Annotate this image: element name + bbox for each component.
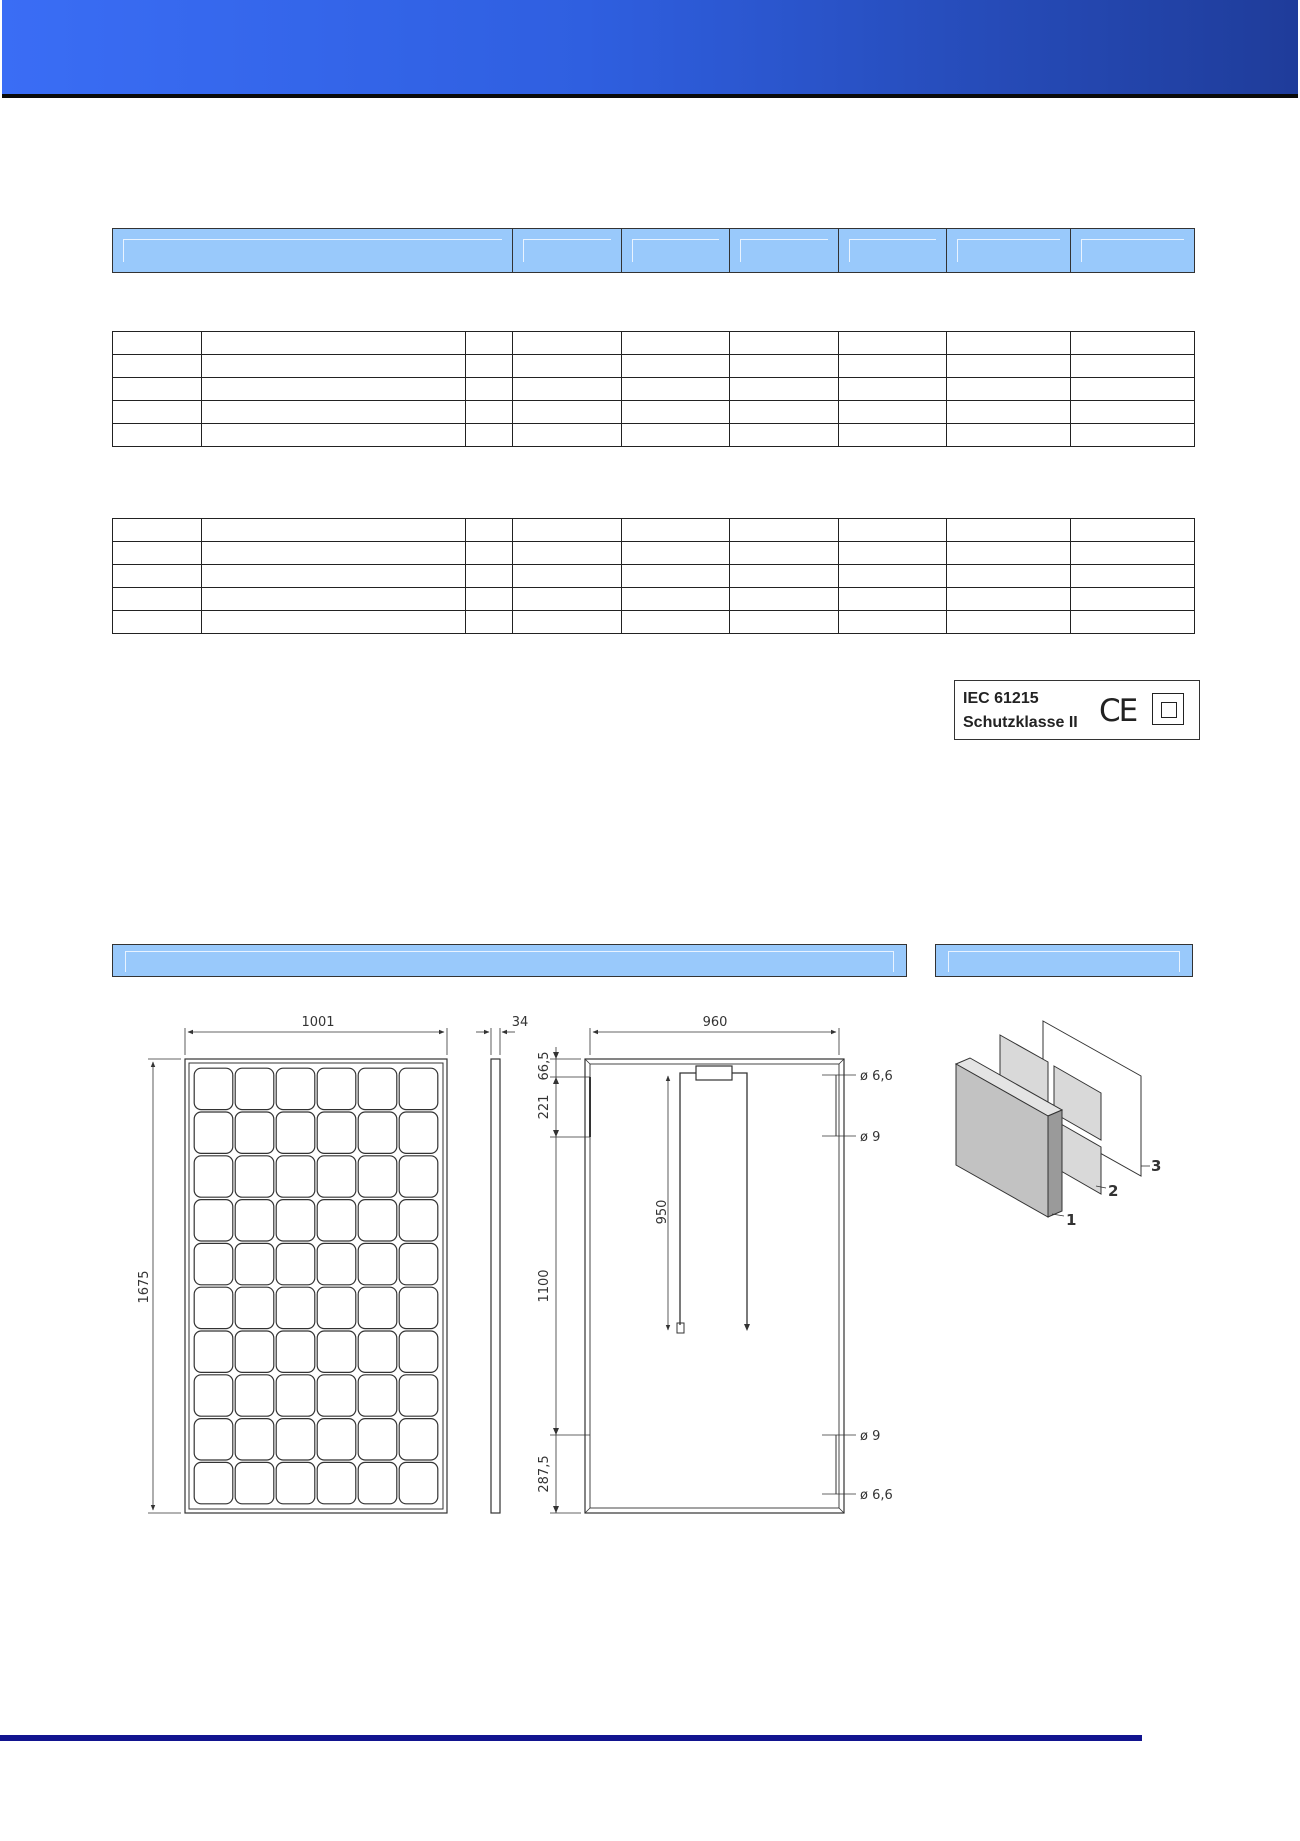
solar-cell [276,1156,315,1197]
solar-cell [235,1156,274,1197]
solar-cell [276,1068,315,1109]
solar-cell [317,1068,356,1109]
solar-cell [276,1243,315,1284]
solar-cell [317,1419,356,1460]
solar-cell [235,1200,274,1241]
solar-cell [358,1068,397,1109]
front-height-label: 1675 [137,1270,152,1304]
hole-top-label: ø 6,6 [860,1069,893,1084]
solar-cell [399,1331,438,1372]
side-view-drawing [476,1028,515,1513]
back-dim-top-label: 66,5 [537,1051,552,1081]
solar-cell [194,1200,233,1241]
back-dim-bottom-label: 287,5 [537,1455,552,1493]
solar-cell [399,1287,438,1328]
front-view-drawing [148,1028,447,1513]
solar-cell [358,1287,397,1328]
side-depth-label: 34 [511,1015,529,1030]
solar-cell [399,1068,438,1109]
solar-cell [276,1375,315,1416]
solar-cell [317,1462,356,1503]
solar-cell [235,1068,274,1109]
solar-cell [358,1243,397,1284]
solar-cell [358,1156,397,1197]
solar-cell [194,1243,233,1284]
protection-class-label: Schutzklasse II [963,714,1078,731]
solar-cell-grid [194,1068,438,1504]
solar-cell [399,1419,438,1460]
solar-cell [399,1112,438,1153]
solar-cell [276,1200,315,1241]
back-dim-221-label: 221 [537,1094,552,1120]
solar-cell [358,1200,397,1241]
back-width-label: 960 [702,1015,728,1030]
layer-exploded-view [956,1021,1150,1217]
solar-cell [235,1419,274,1460]
solar-cell [317,1331,356,1372]
back-dim-1100-label: 1100 [537,1269,552,1303]
solar-cell [358,1112,397,1153]
solar-cell [317,1243,356,1284]
solar-cell [358,1331,397,1372]
solar-cell [194,1112,233,1153]
solar-cell [358,1419,397,1460]
solar-cell [358,1375,397,1416]
solar-cell [317,1375,356,1416]
front-width-label: 1001 [301,1015,335,1030]
solar-cell [276,1419,315,1460]
solar-cell [317,1287,356,1328]
hole-bottom-label: ø 6,6 [860,1488,893,1503]
solar-cell [194,1331,233,1372]
solar-cell [194,1156,233,1197]
back-view-drawing [550,1028,856,1513]
solar-cell [276,1462,315,1503]
solar-cell [399,1462,438,1503]
solar-cell [194,1068,233,1109]
solar-cell [235,1375,274,1416]
hole-upper-label: ø 9 [860,1130,881,1145]
solar-cell [399,1243,438,1284]
solar-cell [194,1287,233,1328]
solar-cell [235,1287,274,1328]
ce-mark-icon: CE [1099,693,1137,729]
solar-cell [399,1200,438,1241]
solar-cell [399,1375,438,1416]
solar-cell [399,1156,438,1197]
layer-label-1: 1 [1066,1211,1077,1229]
footer-rule [0,1735,1142,1741]
solar-cell [276,1112,315,1153]
solar-cell [194,1462,233,1503]
iec-standard-label: IEC 61215 [963,690,1039,707]
solar-cell [317,1156,356,1197]
solar-cell [235,1331,274,1372]
solar-cell [235,1462,274,1503]
solar-cell [194,1375,233,1416]
cable-length-label: 950 [655,1199,670,1225]
solar-cell [317,1200,356,1241]
solar-cell [358,1462,397,1503]
solar-cell [276,1331,315,1372]
hole-lower-label: ø 9 [860,1429,881,1444]
solar-cell [276,1287,315,1328]
solar-cell [235,1112,274,1153]
solar-cell [194,1419,233,1460]
solar-cell [235,1243,274,1284]
layer-label-3: 3 [1151,1157,1162,1175]
layer-label-2: 2 [1108,1182,1119,1200]
solar-cell [317,1112,356,1153]
